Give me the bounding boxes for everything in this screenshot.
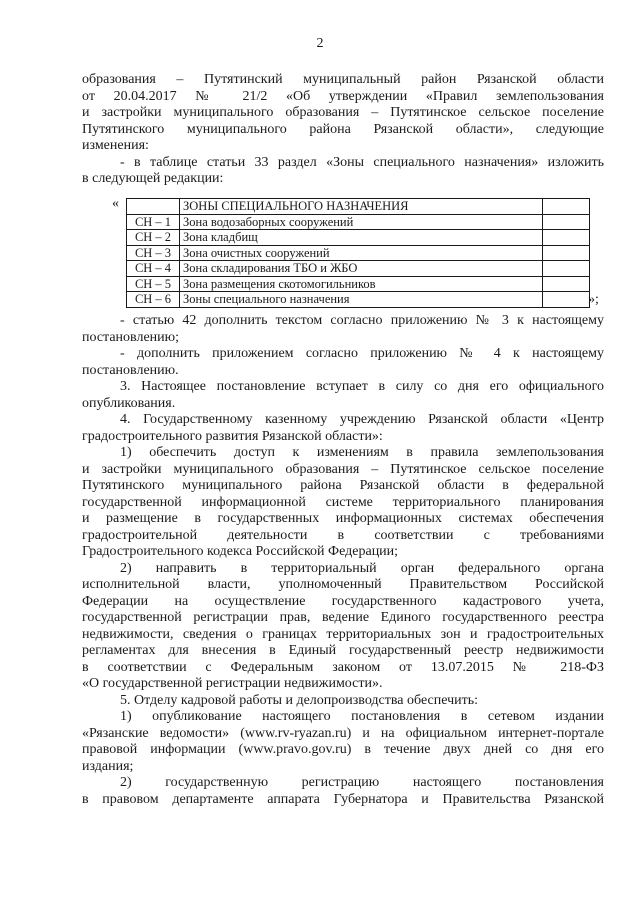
zone-name: Зона очистных сооружений bbox=[180, 245, 543, 261]
text-line: 2) направить в территориальный орган федерального органа bbox=[120, 560, 604, 576]
text-line: регламентах для внесения в Единый государственный реестр недвижимости bbox=[82, 643, 604, 658]
text-line: в правовом департаменте аппарата Губернатора и Правительства Рязанской bbox=[82, 791, 604, 807]
table-row bbox=[127, 261, 590, 277]
text-line: и размещение в государственных информационных системах обеспечения bbox=[82, 511, 604, 526]
text-line: постановлению. bbox=[82, 362, 179, 378]
zone-name: Зоны специального назначения bbox=[180, 292, 543, 308]
text-line: Путятинского муниципального района Рязанской области в федеральной bbox=[82, 478, 604, 493]
table-cell-empty bbox=[543, 292, 590, 308]
text-line: от 20.04.2017 № 21/2 «Об утверждении «Правил землепользования bbox=[82, 88, 604, 104]
text-line: в следующей редакции: bbox=[82, 171, 224, 186]
table-header-row bbox=[127, 199, 590, 215]
text-line: Путятинского муниципального района Рязанской области», следующие bbox=[82, 121, 604, 137]
text-line: государственной регистрации прав, ведение Единого государственного реестра bbox=[82, 610, 604, 625]
text-line: государственной информационной системе территориального планирования bbox=[82, 494, 604, 510]
zone-code: СН – 4 bbox=[127, 261, 180, 277]
text-line: «Рязанские ведомости» (www.rv-ryazan.ru) и на официальном интернет-портале bbox=[82, 725, 604, 741]
open-quote: « bbox=[112, 196, 119, 211]
text-line: 5. Отделу кадровой работы и делопроизводства обеспечить: bbox=[120, 692, 479, 708]
zone-name: Зона складирования ТБО и ЖБО bbox=[180, 261, 543, 277]
text-line: образования – Путятинский муниципальный район Рязанской области bbox=[82, 72, 604, 87]
table-row bbox=[127, 276, 590, 292]
table-row bbox=[127, 214, 590, 230]
text-line: 1) опубликование настоящего постановления в сетевом издании bbox=[120, 709, 604, 724]
table-cell-empty bbox=[127, 199, 180, 215]
text-line: правовой информации (www.pravo.gov.ru) в течение двух дней со дня его bbox=[82, 742, 604, 757]
text-line: недвижимости, сведения о границах территориальных зон и градостроительных bbox=[82, 626, 604, 642]
text-line: градостроительного развития Рязанской области»: bbox=[82, 428, 383, 444]
text-line: изменения: bbox=[82, 138, 149, 153]
table-cell-empty bbox=[543, 276, 590, 292]
main-paragraphs bbox=[82, 313, 604, 808]
text-line: Федерации на осуществление государственного кадастрового учета, bbox=[82, 593, 604, 609]
text-line: 1) обеспечить доступ к изменениям в правила землепользования bbox=[120, 445, 604, 460]
text-line: в соответствии с Федеральным законом от 13.07.2015 № 218-ФЗ bbox=[82, 659, 604, 675]
text-line: опубликования. bbox=[82, 395, 176, 411]
text-line: - в таблице статьи 33 раздел «Зоны специального назначения» изложить bbox=[120, 154, 604, 170]
zone-code: СН – 5 bbox=[127, 276, 180, 292]
zone-code: СН – 6 bbox=[127, 292, 180, 308]
text-line: 3. Настоящее постановление вступает в силу со дня его официального bbox=[120, 379, 604, 394]
zone-code: СН – 2 bbox=[127, 230, 180, 246]
table-row bbox=[127, 292, 590, 308]
zone-code: СН – 3 bbox=[127, 245, 180, 261]
text-line: - дополнить приложением согласно приложению № 4 к настоящему bbox=[120, 346, 604, 361]
text-line: и застройки муниципального образования – Путятинское сельское поселение bbox=[82, 105, 604, 120]
intro-paragraph bbox=[82, 72, 604, 188]
text-line: исполнительной власти, уполномоченный Правительством Российской bbox=[82, 577, 604, 592]
table-cell-empty bbox=[543, 199, 590, 215]
zones-table-block bbox=[82, 198, 604, 310]
table-cell-empty bbox=[543, 261, 590, 277]
text-line: Градостроительного кодекса Российской Федерации; bbox=[82, 544, 399, 559]
zone-code: СН – 1 bbox=[127, 214, 180, 230]
text-line: 2) государственную регистрацию настоящего постановления bbox=[120, 775, 604, 790]
text-line: издания; bbox=[82, 758, 134, 774]
table-cell-empty bbox=[543, 245, 590, 261]
table-row bbox=[127, 245, 590, 261]
text-line: градостроительной деятельности в соответствии с требованиями bbox=[82, 527, 604, 543]
text-line: 4. Государственному казенному учреждению Рязанской области «Центр bbox=[120, 412, 604, 427]
zones-header: ЗОНЫ СПЕЦИАЛЬНОГО НАЗНАЧЕНИЯ bbox=[180, 199, 543, 215]
zone-name: Зона размещения скотомогильников bbox=[180, 276, 543, 292]
zone-name: Зона кладбищ bbox=[180, 230, 543, 246]
text-line: «О государственной регистрации недвижимости». bbox=[82, 676, 383, 691]
zone-name: Зона водозаборных сооружений bbox=[180, 214, 543, 230]
table-cell-empty bbox=[543, 214, 590, 230]
text-line: - статью 42 дополнить текстом согласно приложению № 3 к настоящему bbox=[120, 313, 604, 328]
page-number: 2 bbox=[316, 36, 324, 51]
text-line: постановлению; bbox=[82, 329, 180, 345]
table-row bbox=[127, 230, 590, 246]
table-cell-empty bbox=[543, 230, 590, 246]
close-quote: »; bbox=[588, 292, 599, 307]
text-line: и застройки муниципального образования – Путятинское сельское поселение bbox=[82, 461, 604, 477]
zones-table bbox=[126, 198, 590, 308]
